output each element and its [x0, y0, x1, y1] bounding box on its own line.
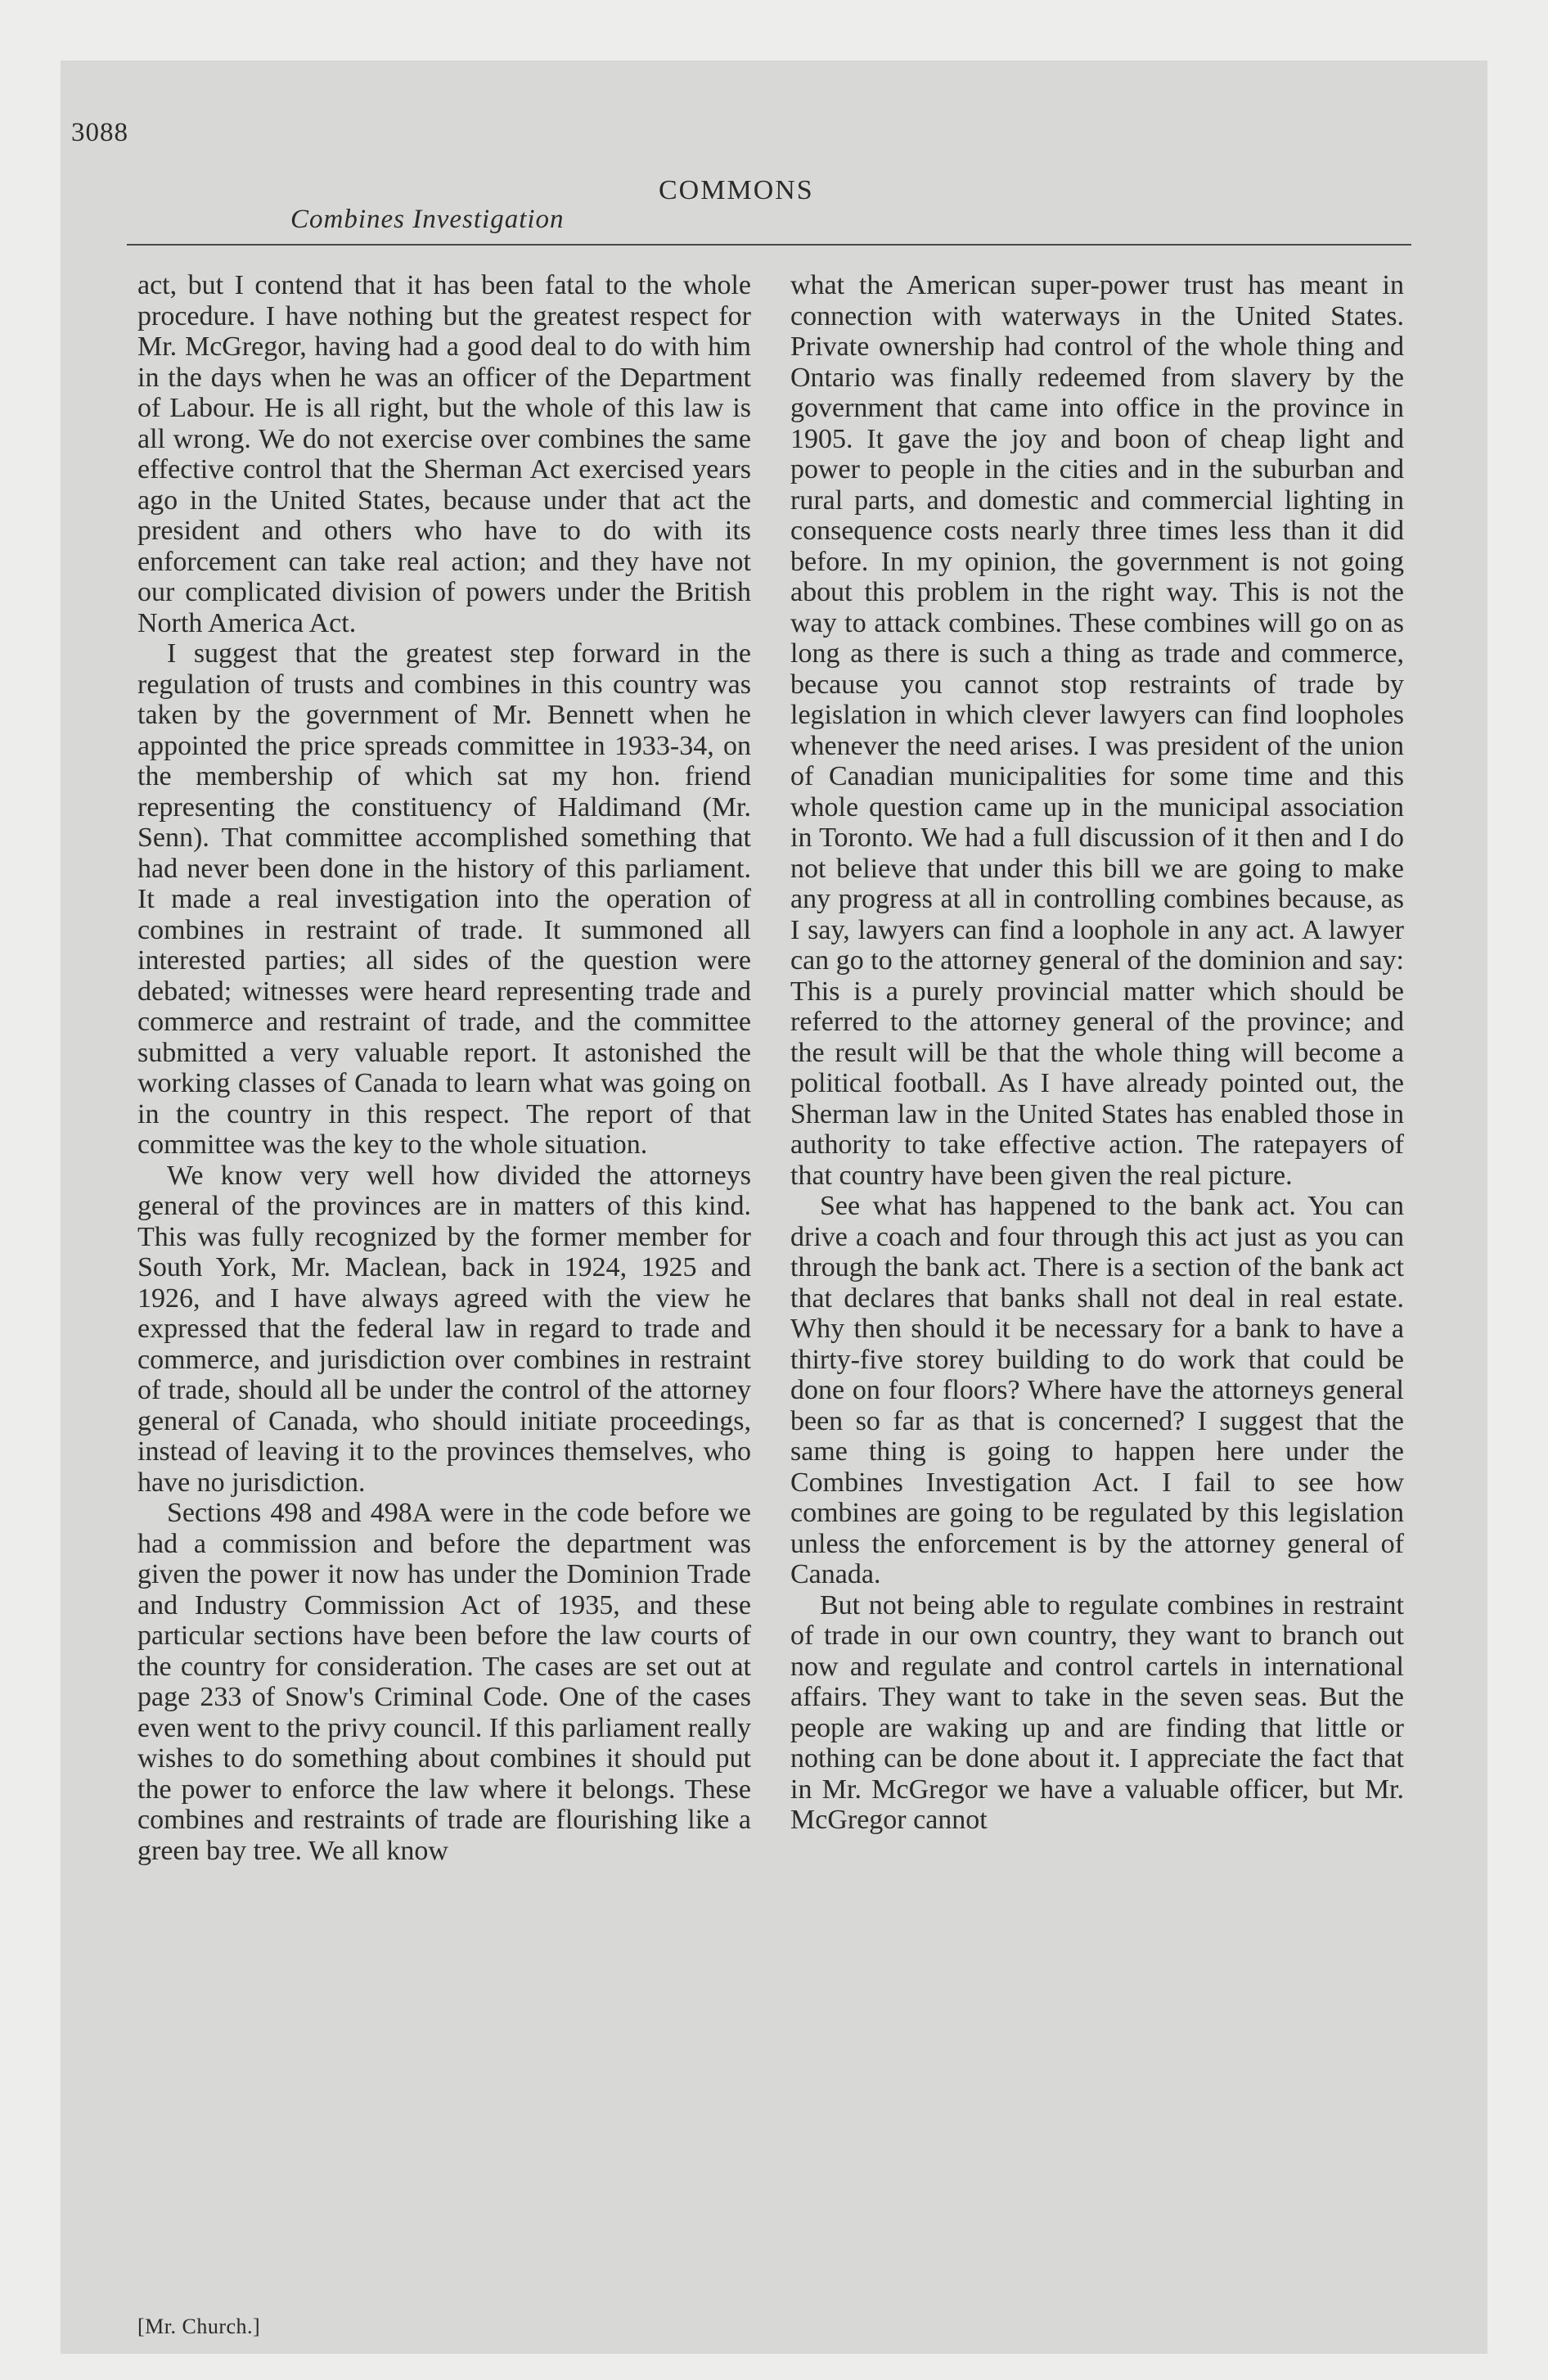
left-paragraph-4: Sections 498 and 498A were in the code before we had a commission and before the department was given the power it now has under the Dominion Trade and Industry Commission Act of 1935, and these particular sections have been before the law courts of the country for consideration. The cases are set out at page 233 of Snow's Criminal Code. One of the cases even went to the privy council. If this parliament really wishes to do something about combines it should put the power to enforce the law where it belongs. These combines and restraints of trade are flourishing like a green bay tree. We all know [137, 1498, 751, 1866]
right-paragraph-2: See what has happened to the bank act. You can drive a coach and four through this act just as you can through the bank act. There is a section of the bank act that declares that banks shall not deal in real estate. Why then should it be necessary for a bank to have a thirty-five storey building to do work that could be done on four floors? Where have the attorneys general been so far as that is concerned? I suggest that the same thing is going to happen here under the Combines Investigation Act. I fail to see how combines are going to be regulated by this legislation unless the enforcement is by the attorney general of Canada. [790, 1191, 1404, 1589]
left-column [137, 270, 751, 1866]
page-number: 3088 [71, 118, 128, 147]
header-rule [127, 244, 1411, 246]
house-name: COMMONS [659, 175, 814, 205]
left-paragraph-2: I suggest that the greatest step forward in the regulation of trusts and combines in this country was taken by the government of Mr. Bennett when he appointed the price spreads committee in 1933-34, on the membership of which sat my hon. friend representing the constituency of Haldimand (Mr. Senn). That committee accomplished something that had never been done in the history of this parliament. It made a real investigation into the operation of combines in restraint of trade. It summoned all interested parties; all sides of the question were debated; witnesses were heard representing trade and commerce and restraint of trade, and the committee submitted a very valuable report. It astonished the working classes of Canada to learn what was going on in the country in this respect. The report of that committee was the key to the whole situation. [137, 638, 751, 1160]
right-paragraph-3: But not being able to regulate combines in restraint of trade in our own country, they want to branch out now and regulate and control cartels in international affairs. They want to take in the seven seas. But the people are waking up and are finding that little or nothing can be done about it. I appreciate the fact that in Mr. McGregor we have a valuable officer, but Mr. McGregor cannot [790, 1589, 1404, 1835]
left-paragraph-1: act, but I contend that it has been fatal to the whole procedure. I have nothing but the greatest respect for Mr. McGregor, having had a good deal to do with him in the days when he was an officer of the Department of Labour. He is all right, but the whole of this law is all wrong. We do not exercise over combines the same effective control that the Sherman Act exercised years ago in the United States, because under that act the president and others who have to do with its enforcement can take real action; and they have not our complicated division of powers under the British North America Act. [137, 270, 751, 638]
right-paragraph-1: what the American super-power trust has meant in connection with waterways in the United States. Private ownership had control of the whole thing and Ontario was finally redeemed from slavery by the government that came into office in the province in 1905. It gave the joy and boon of cheap light and power to people in the cities and in the suburban and rural parts, and domestic and commercial lighting in consequence costs nearly three times less than it did before. In my opinion, the government is not going about this problem in the right way. This is not the way to attack combines. These combines will go on as long as there is such a thing as trade and commerce, because you cannot stop restraints of trade by legislation in which clever lawyers can find loopholes whenever the need arises. I was president of the union of Canadian municipalities for some time and this whole question came up in the municipal association in Toronto. We had a full discussion of it then and I do not believe that under this bill we are going to make any progress at all in controlling combines because, as I say, lawyers can find a loophole in any act. A lawyer can go to the attorney general of the dominion and say: This is a purely provincial matter which should be referred to the attorney general of the province; and the result will be that the whole thing will become a political football. As I have already pointed out, the Sherman law in the United States has enabled those in authority to take effective action. The ratepayers of that country have been given the real picture. [790, 270, 1404, 1191]
running-title: Combines Investigation [290, 205, 565, 234]
speaker-note: [Mr. Church.] [137, 2315, 261, 2338]
right-column [790, 270, 1404, 1836]
left-paragraph-3: We know very well how divided the attorneys general of the provinces are in matters of this kind. This was fully recognized by the former member for South York, Mr. Maclean, back in 1924, 1925 and 1926, and I have always agreed with the view he expressed that the federal law in regard to trade and commerce, and jurisdiction over combines in restraint of trade, should all be under the control of the attorney general of Canada, who should initiate proceedings, instead of leaving it to the provinces themselves, who have no jurisdiction. [137, 1160, 751, 1498]
